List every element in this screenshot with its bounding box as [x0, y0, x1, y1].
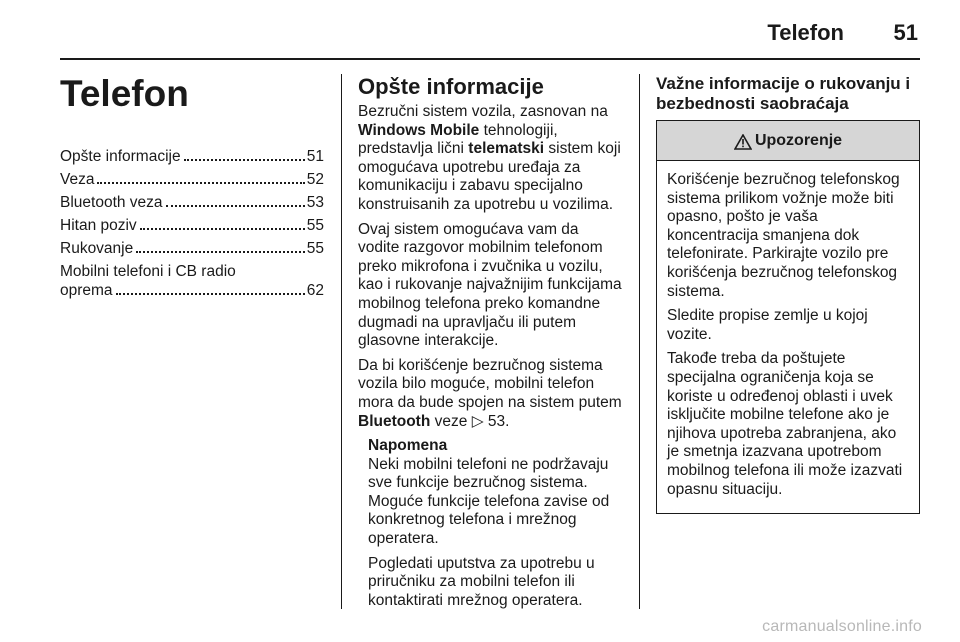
toc-item-page: 55 [306, 217, 324, 234]
header-title: Telefon [767, 20, 844, 45]
toc-leader-dots [97, 182, 304, 184]
chapter-title: Telefon [60, 73, 189, 114]
general-info-section [358, 74, 624, 616]
column-divider [639, 74, 640, 609]
column-divider [341, 74, 342, 609]
page-reference[interactable]: 53. [487, 412, 510, 430]
warning-box [656, 120, 920, 514]
toc-leader-dots [184, 159, 305, 161]
paragraph: Da bi korišćenje bezručnog sistema vozila bilo moguće, mobilni telefon mora da bude spojen na sistem putem Bluetooth veze ▷ 53. [358, 356, 622, 430]
toc-item-page: 51 [306, 148, 324, 165]
toc-item-page: 53 [306, 194, 324, 211]
toc-leader-dots [166, 205, 305, 207]
warning-header [657, 121, 919, 161]
warning-paragraph: Sledite propise zemlje u kojoj vozite. [667, 307, 868, 343]
toc-leader-dots [116, 293, 305, 295]
warning-title: Upozorenje [754, 131, 843, 149]
toc-item-bluetooth[interactable] [60, 193, 324, 212]
toc-leader-dots [140, 228, 305, 230]
warning-paragraph: Korišćenje bezručnog telefonskog sistema prilikom vožnje može biti opasno, pošto je vaša koncentracija smanjena dok telefonirate. Parkirajte vozilo pre korišćenja bezručnog telefonskog sistema. [667, 171, 900, 300]
warning-paragraph: Takođe treba da poštujete specijalna ograničenja koja se koriste u određenoj oblasti i uvek isključite mobilne telefone ako je njihova upotreba zabranjena, ako je smetnja izazvana upotrebom mobilnog telefona ili može izazvati opasnu situaciju. [667, 350, 903, 498]
section-heading: Važne informacije o rukovanju i bezbednosti saobraćaja [656, 74, 911, 113]
toc-item-page: 55 [306, 240, 324, 257]
chapter-toc [60, 74, 324, 304]
section-heading: Opšte informacije [358, 74, 544, 99]
paragraph: Ovaj sistem omogućava vam da vodite razgovor mobilnim telefonom preko mikrofona i zvučnika u vozilu, kao i rukovanje najvažnijim funkcijama mobilnog telefona preko komandne dugmadi na upravljaču ili putem glasovne interakcije. [358, 220, 622, 350]
note-paragraph: Neki mobilni telefoni ne podržavaju sve funkcije bezručnog sistema. Moguće funkcije telefona zavise od konkretnog telefona i mrežnog operatera. [368, 455, 610, 548]
toc-leader-dots [136, 251, 305, 253]
warning-triangle-icon [734, 134, 752, 150]
toc-item-label: Mobilni telefoni i CB radio [60, 263, 236, 280]
page-reference-arrow-icon: ▷ [471, 412, 484, 430]
toc-item-operation[interactable] [60, 239, 324, 258]
note-paragraph: Pogledati uputstva za upotrebu u priručniku za mobilni telefon ili kontaktirati mrežnog operatera. [368, 554, 595, 609]
toc-item-emergency-call[interactable] [60, 216, 324, 235]
page-number: 51 [893, 20, 918, 45]
note-title: Napomena [368, 437, 448, 455]
note-block [358, 437, 624, 610]
page-header [60, 0, 920, 60]
toc-item-label: Hitan poziv [60, 217, 137, 234]
safety-section [656, 74, 920, 514]
toc-item-label: Veza [60, 171, 95, 188]
toc-item-label: Rukovanje [60, 240, 134, 257]
toc-item-mobile-phones[interactable] [60, 262, 324, 300]
toc-item-label: Bluetooth veza [60, 194, 163, 211]
toc-item-page: 52 [306, 171, 324, 188]
paragraph: Bezručni sistem vozila, zasnovan na Windows Mobile tehnologiji, predstavlja lični telematski sistem koji omogućava upotrebu uređaja za komunikaciju i zabavu specijalno konstruisanih za upotrebu u vozilima. [358, 103, 621, 213]
watermark: carmanualsonline.info [762, 618, 922, 635]
toc-item-label-cont: oprema [60, 282, 113, 299]
toc-item-connection[interactable] [60, 170, 324, 189]
toc-item-general[interactable] [60, 147, 324, 166]
toc-item-label: Opšte informacije [60, 148, 181, 165]
warning-body [657, 161, 919, 513]
toc-item-page: 62 [306, 282, 324, 299]
